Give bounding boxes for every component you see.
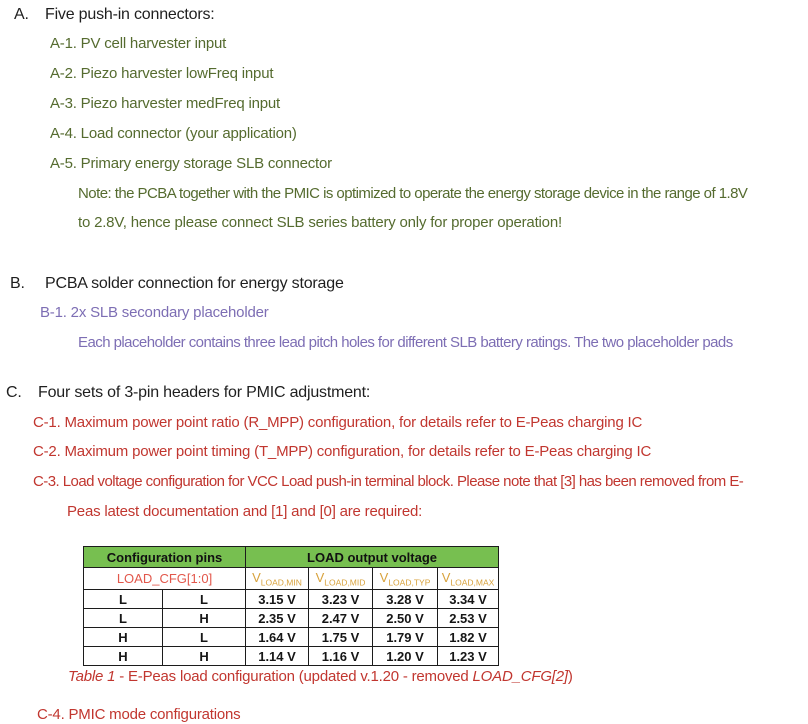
list-item-a2: A-2. Piezo harvester lowFreq input [50, 65, 274, 82]
table-cell: L [84, 590, 163, 609]
table-cell: 3.23 V [309, 590, 373, 609]
table-cell: 1.23 V [438, 647, 499, 666]
list-item-a5: A-5. Primary energy storage SLB connector [50, 155, 332, 172]
section-c-title: Four sets of 3-pin headers for PMIC adjustment: [38, 384, 371, 401]
table-cell: 1.75 V [309, 628, 373, 647]
b1-detail-text: Each placeholder contains three lead pitch holes for different SLB battery ratings. The two placeholder pads [78, 334, 733, 351]
list-item-a1: A-1. PV cell harvester input [50, 35, 227, 52]
section-b-letter: B. [10, 275, 25, 292]
table-cell: 1.14 V [246, 647, 309, 666]
table-cell: H [163, 609, 246, 628]
section-a-letter: A. [14, 6, 29, 23]
table-cell: H [163, 647, 246, 666]
table-row [84, 647, 499, 666]
table-cell: H [84, 628, 163, 647]
table-cell: 1.79 V [373, 628, 438, 647]
section-c-letter: C. [6, 384, 22, 401]
table-cell: 1.82 V [438, 628, 499, 647]
caption-end: ) [567, 668, 573, 685]
table-header-load-voltage: LOAD output voltage [246, 547, 499, 568]
table-cell: H [84, 647, 163, 666]
table-cell: 2.35 V [246, 609, 309, 628]
table-cell: 2.47 V [309, 609, 373, 628]
section-a-title: Five push-in connectors: [45, 6, 215, 23]
table-cell: L [163, 590, 246, 609]
caption-cfg-ref: LOAD_CFG[2] [472, 668, 568, 685]
table-cell: 1.16 V [309, 647, 373, 666]
table-caption [68, 668, 573, 686]
table-cell: 1.20 V [373, 647, 438, 666]
table-header-config-pins: Configuration pins [84, 547, 246, 568]
caption-table-number: Table 1 [68, 668, 116, 685]
table-cell: 2.53 V [438, 609, 499, 628]
v-load-typ-header: $V_{LOAD,TYP}$ [373, 568, 438, 590]
note-line-1: Note: the PCBA together with the PMIC is optimized to operate the energy storage device in the range of 1.8V [78, 185, 748, 202]
list-item-a3: A-3. Piezo harvester medFreq input [50, 95, 280, 112]
note-line-2: to 2.8V, hence please connect SLB series battery only for proper operation! [78, 214, 562, 231]
table-row [84, 628, 499, 647]
list-item-c1: C-1. Maximum power point ratio (R_MPP) configuration, for details refer to E-Peas charging IC [33, 414, 643, 431]
table-cell: L [84, 609, 163, 628]
section-b-title: PCBA solder connection for energy storage [45, 275, 344, 292]
v-load-min-header: $V_{LOAD,MIN}$ [246, 568, 309, 590]
load-cfg-label: LOAD_CFG[1:0] [84, 568, 246, 590]
list-item-c3-line2: Peas latest documentation and [1] and [0] are required: [67, 503, 423, 520]
table-cell: 1.64 V [246, 628, 309, 647]
table-row [84, 590, 499, 609]
table-cell: 3.15 V [246, 590, 309, 609]
table-cell: 3.34 V [438, 590, 499, 609]
load-config-table [83, 546, 499, 666]
table-cell: 3.28 V [373, 590, 438, 609]
table-cell: 2.50 V [373, 609, 438, 628]
list-item-b1: B-1. 2x SLB secondary placeholder [40, 304, 269, 321]
list-item-c4: C-4. PMIC mode configurations [37, 706, 241, 723]
caption-text: - E-Peas load configuration (updated v.1.20 - removed [115, 668, 473, 685]
list-item-c3-line1: C-3. Load voltage configuration for VCC Load push-in terminal block. Please note that [3] has been removed from E- [33, 473, 744, 490]
list-item-c2: C-2. Maximum power point timing (T_MPP) configuration, for details refer to E-Peas charging IC [33, 443, 652, 460]
table-row [84, 609, 499, 628]
v-load-max-header: $V_{LOAD,MAX}$ [438, 568, 499, 590]
v-load-mid-header: $V_{LOAD,MID}$ [309, 568, 373, 590]
table-cell: L [163, 628, 246, 647]
list-item-a4: A-4. Load connector (your application) [50, 125, 297, 142]
